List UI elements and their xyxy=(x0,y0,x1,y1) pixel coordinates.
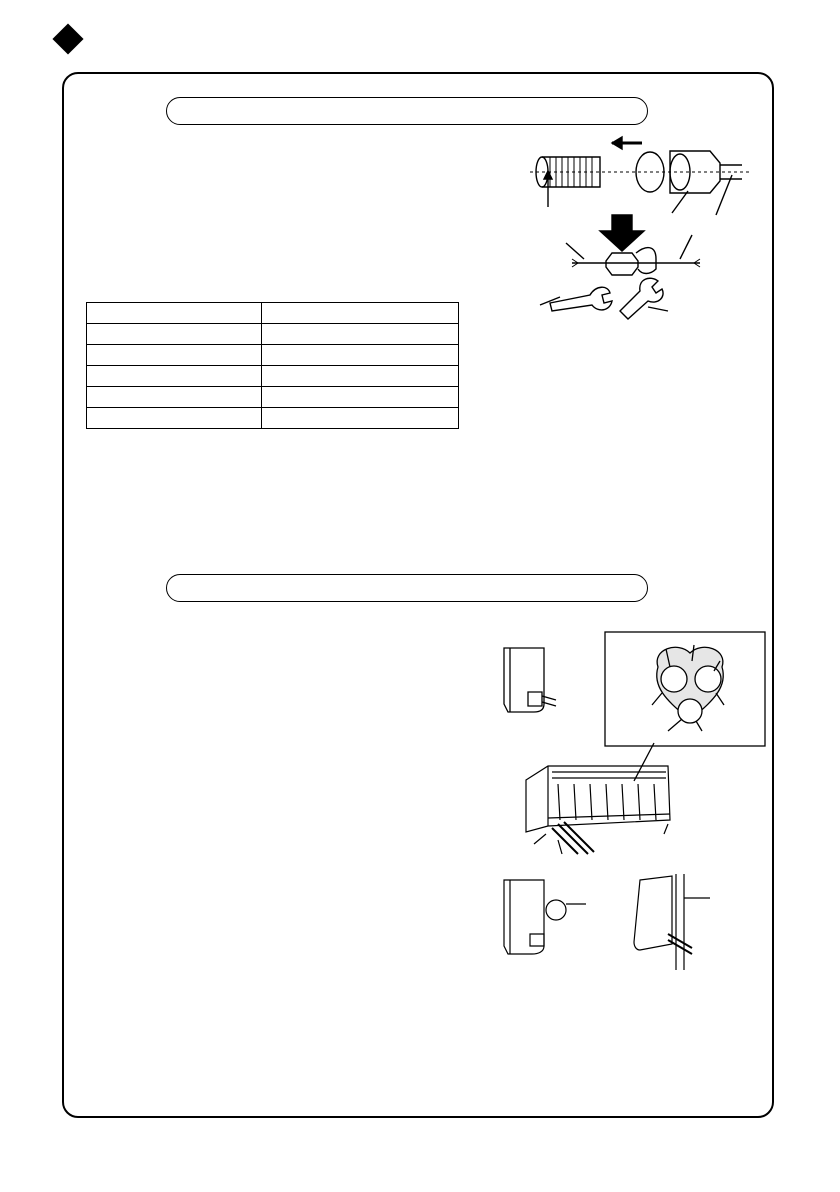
table-cell-torque xyxy=(262,366,459,387)
table-row xyxy=(87,366,459,387)
flare-nut-connection-icon xyxy=(520,135,760,325)
section-2-title xyxy=(166,574,648,602)
wall-mount-icon xyxy=(500,874,720,974)
table-cell-torque xyxy=(262,324,459,345)
table-cell-pipe-size xyxy=(87,345,262,366)
table-cell-torque xyxy=(262,387,459,408)
diamond-bullet-icon xyxy=(52,23,83,54)
table-cell-pipe-size xyxy=(87,387,262,408)
table-row xyxy=(87,324,459,345)
table-cell-torque xyxy=(262,303,459,324)
table-cell-torque xyxy=(262,408,459,429)
table-row xyxy=(87,408,459,429)
table-cell-pipe-size xyxy=(87,408,262,429)
torque-table xyxy=(86,302,459,429)
section-1-title xyxy=(166,97,648,125)
table-cell-pipe-size xyxy=(87,324,262,345)
table-row xyxy=(87,345,459,366)
table-cell-pipe-size xyxy=(87,366,262,387)
table-cell-pipe-size xyxy=(87,303,262,324)
table-row xyxy=(87,303,459,324)
indoor-unit-back-icon xyxy=(518,762,688,862)
pipe-bundle-cross-section-icon xyxy=(604,631,766,747)
table-row xyxy=(87,387,459,408)
indoor-unit-side-icon xyxy=(500,644,570,716)
table-cell-torque xyxy=(262,345,459,366)
